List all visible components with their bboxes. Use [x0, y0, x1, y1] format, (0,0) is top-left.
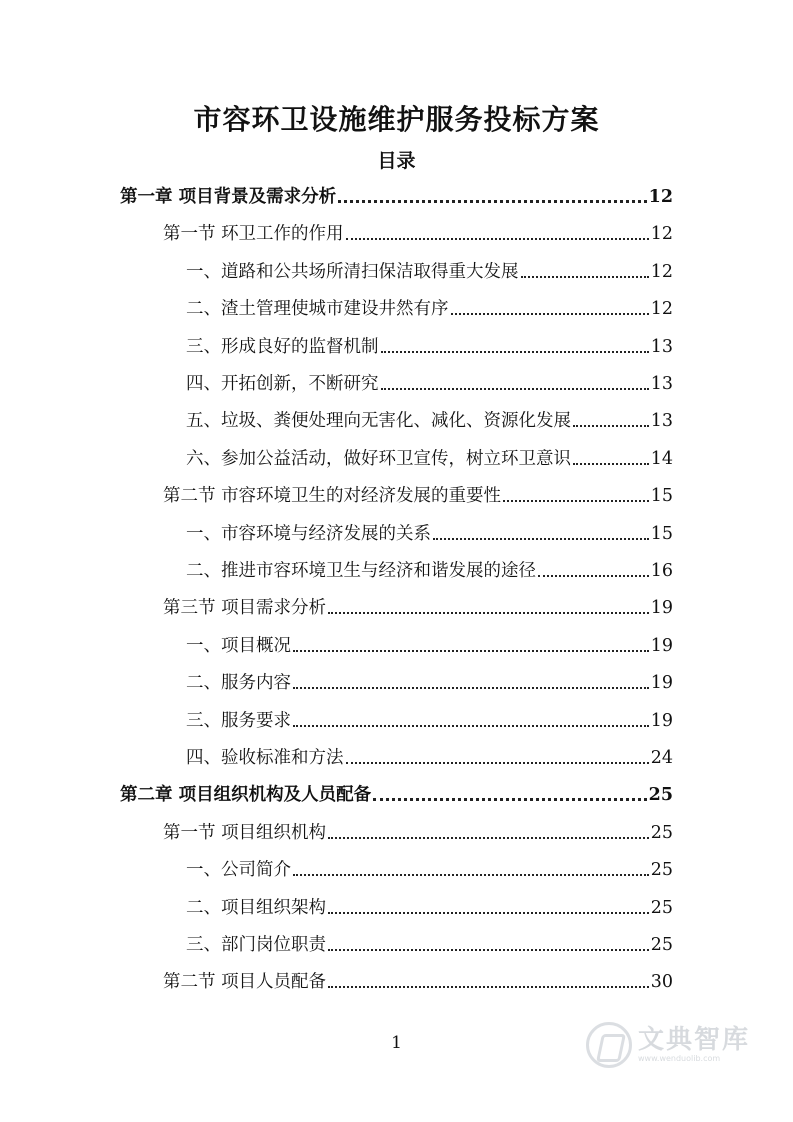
- toc-entry[interactable]: [163, 594, 673, 622]
- toc-entry[interactable]: [186, 370, 673, 398]
- watermark-url: www.wenduolib.com: [638, 1054, 721, 1063]
- toc-entry[interactable]: [186, 856, 673, 884]
- toc-entry[interactable]: [186, 744, 673, 772]
- toc-entry-title: 四、验收标准和方法: [186, 748, 344, 768]
- toc-entry-title: 第一节 项目组织机构: [163, 823, 327, 843]
- toc-leader-dots: [521, 274, 649, 278]
- toc-entry[interactable]: [120, 781, 673, 809]
- toc-entry-page: 19: [650, 636, 673, 656]
- toc-entry[interactable]: [163, 482, 673, 510]
- toc-entry[interactable]: [186, 258, 673, 286]
- toc-entry-title: 六、参加公益活动，做好环卫宣传，树立环卫意识: [186, 449, 571, 469]
- toc-entry-page: 30: [650, 972, 673, 992]
- toc-entry-title: 第一章 项目背景及需求分析: [120, 187, 337, 207]
- toc-leader-dots: [373, 796, 647, 801]
- toc-entry[interactable]: [186, 931, 673, 959]
- toc-entry-title: 二、服务内容: [186, 673, 291, 693]
- toc-entry-page: 25: [648, 785, 673, 805]
- toc-leader-dots: [538, 573, 649, 577]
- toc-entry[interactable]: [186, 520, 673, 548]
- toc-entry-title: 五、垃圾、粪便处理向无害化、减化、资源化发展: [186, 411, 571, 431]
- toc-entry-page: 12: [648, 187, 673, 207]
- toc-entry-page: 16: [650, 561, 673, 581]
- toc-leader-dots: [293, 685, 649, 689]
- toc-entry[interactable]: [186, 669, 673, 697]
- toc-entry-page: 15: [650, 486, 673, 506]
- watermark-brand: 文典智库: [638, 1025, 751, 1055]
- toc-leader-dots: [293, 872, 649, 876]
- toc-entry[interactable]: [186, 632, 673, 660]
- toc-entry-title: 一、道路和公共场所清扫保洁取得重大发展: [186, 262, 519, 282]
- toc-entry-page: 13: [650, 411, 673, 431]
- toc-entry-page: 12: [650, 299, 673, 319]
- toc-leader-dots: [433, 536, 649, 540]
- toc-entry-title: 第三节 项目需求分析: [163, 598, 327, 618]
- toc-entry-title: 一、项目概况: [186, 636, 291, 656]
- brand-logo-icon: [586, 1022, 632, 1068]
- toc-entry-title: 二、推进市容环境卫生与经济和谐发展的途径: [186, 561, 536, 581]
- toc-entry-title: 第二章 项目组织机构及人员配备: [120, 785, 372, 805]
- toc-entry-page: 14: [650, 449, 673, 469]
- toc-entry-page: 13: [650, 337, 673, 357]
- toc-leader-dots: [293, 648, 649, 652]
- toc-entry[interactable]: [186, 894, 673, 922]
- toc-leader-dots: [573, 423, 649, 427]
- toc-entry-page: 25: [650, 898, 673, 918]
- toc-entry-page: 25: [650, 860, 673, 880]
- toc-entry-title: 第二节 市容环境卫生的对经济发展的重要性: [163, 486, 502, 506]
- toc-leader-dots: [346, 236, 649, 240]
- toc-entry-title: 三、部门岗位职责: [186, 935, 326, 955]
- toc-entry-page: 12: [650, 262, 673, 282]
- toc-entry[interactable]: [163, 968, 673, 996]
- toc-leader-dots: [381, 386, 649, 390]
- toc-entry-page: 25: [650, 823, 673, 843]
- toc-entry-title: 三、服务要求: [186, 711, 291, 731]
- toc-leader-dots: [328, 984, 649, 988]
- toc-entry-title: 四、开拓创新，不断研究: [186, 374, 379, 394]
- toc-entry[interactable]: [163, 220, 673, 248]
- toc-entry[interactable]: [120, 183, 673, 211]
- toc-entry-page: 19: [650, 673, 673, 693]
- toc-entry-title: 三、形成良好的监督机制: [186, 337, 379, 357]
- toc-entry-title: 第一节 环卫工作的作用: [163, 224, 344, 244]
- document-title: 市容环卫设施维护服务投标方案: [193, 103, 600, 136]
- toc-leader-dots: [328, 910, 649, 914]
- toc-entry-title: 第二节 项目人员配备: [163, 972, 327, 992]
- toc-entry-page: 24: [650, 748, 673, 768]
- toc-entry-title: 一、公司简介: [186, 860, 291, 880]
- toc-entry[interactable]: [186, 333, 673, 361]
- toc-entry-page: 12: [650, 224, 673, 244]
- toc-leader-dots: [381, 349, 649, 353]
- toc-entry-page: 19: [650, 598, 673, 618]
- toc-entry-title: 一、市容环境与经济发展的关系: [186, 524, 431, 544]
- toc-entry[interactable]: [186, 707, 673, 735]
- toc-leader-dots: [451, 311, 649, 315]
- toc-leader-dots: [338, 198, 647, 203]
- toc-entry[interactable]: [186, 557, 673, 585]
- toc-entry-page: 25: [650, 935, 673, 955]
- toc-heading: 目录: [377, 150, 416, 172]
- toc-entry-page: 15: [650, 524, 673, 544]
- toc-entry-title: 二、渣土管理使城市建设井然有序: [186, 299, 449, 319]
- toc-leader-dots: [346, 760, 649, 764]
- toc-entry[interactable]: [186, 407, 673, 435]
- toc-leader-dots: [503, 498, 649, 502]
- toc-leader-dots: [328, 610, 649, 614]
- toc-entry[interactable]: [186, 295, 673, 323]
- watermark: [586, 1018, 756, 1072]
- toc-leader-dots: [293, 723, 649, 727]
- page-number: 1: [391, 1033, 402, 1053]
- toc-leader-dots: [328, 835, 649, 839]
- toc-leader-dots: [328, 947, 649, 951]
- toc-entry-page: 13: [650, 374, 673, 394]
- toc-entry[interactable]: [186, 445, 673, 473]
- toc-entry-page: 19: [650, 711, 673, 731]
- toc-leader-dots: [573, 461, 649, 465]
- toc-entry[interactable]: [163, 819, 673, 847]
- toc-entry-title: 二、项目组织架构: [186, 898, 326, 918]
